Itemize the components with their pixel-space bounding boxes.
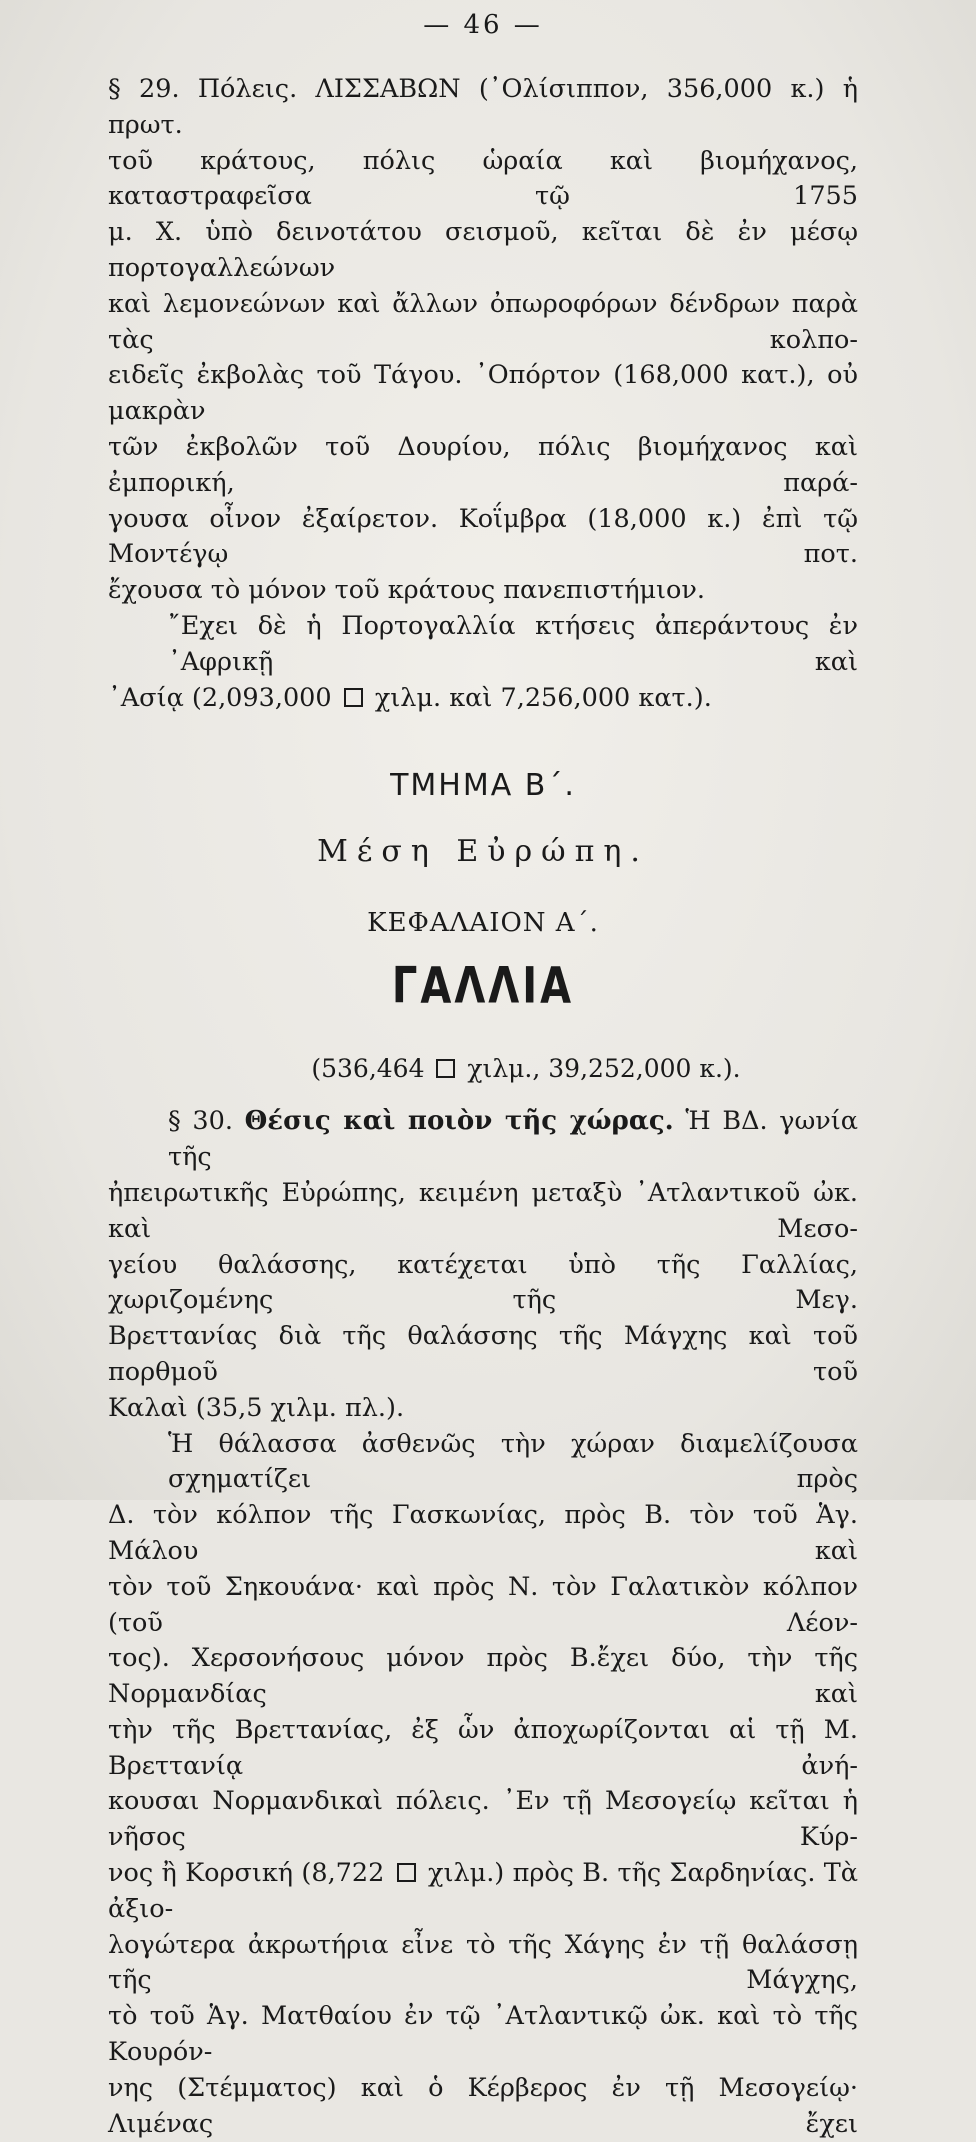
text-line: Ἡ θάλασσα ἀσθενῶς τὴν χώραν διαμελίζουσα σχηματίζει πρὸς: [168, 1428, 858, 1495]
text-line: § 29. Πόλεις. ΛΙΣΣΑΒΩΝ (᾿Ολίσιππον, 356,000 κ.) ἡ πρωτ.: [108, 74, 858, 140]
text-line: τος). Χερσονήσους μόνον πρὸς Β.ἔχει δύο, τὴν τῆς Νορμανδίας καὶ: [108, 1643, 858, 1710]
text-line: [108, 1104, 858, 1176]
text-line: τὸ τοῦ Ἁγ. Ματθαίου ἐν τῷ ᾿Ατλαντικῷ ὠκ. καὶ τὸ τῆς Κουρόν-: [108, 2001, 858, 2068]
square-symbol-icon: [397, 1863, 416, 1882]
section-title: Θέσις καὶ ποιὸν τῆς χώρας.: [244, 1106, 674, 1137]
square-symbol-icon: [436, 1059, 455, 1078]
text-line: κουσαι Νορμανδικαὶ πόλεις. ᾿Εν τῇ Μεσογείῳ κεῖται ἡ νῆσος Κύρ-: [108, 1786, 858, 1853]
text-fragment: Ἡ ΒΔ. γωνία τῆς: [168, 1106, 859, 1173]
text-fragment: ᾿Ασίᾳ (2,093,000: [108, 682, 332, 713]
part-heading: ΤΜΗΜΑ Β΄.: [390, 768, 576, 804]
section-29: [108, 72, 858, 716]
section-30-paragraph-2: [108, 1427, 858, 2142]
text-fragment: χιλμ. καὶ 7,256,000 κατ.).: [374, 682, 712, 713]
text-line: ἠπειρωτικῆς Εὐρώπης, κειμένη μεταξὺ ᾿Ατλαντικοῦ ὠκ. καὶ Μεσο-: [108, 1177, 858, 1244]
text-line: ἔχουσα τὸ μόνον τοῦ κράτους πανεπιστήμιον.: [108, 575, 706, 606]
country-title: ΓΑΛΛΙΑ: [391, 957, 575, 1016]
text-line: Καλαὶ (35,5 χιλμ. πλ.).: [108, 1392, 405, 1423]
chapter-heading: ΚΕΦΑΛΑΙΟΝ Α΄.: [367, 908, 599, 939]
page-number: — 46 —: [423, 10, 543, 40]
text-line: τῶν ἐκβολῶν τοῦ Δουρίου, πόλις βιομήχανος καὶ ἐμπορική, παρά-: [108, 431, 858, 498]
text-line: ειδεῖς ἐκβολὰς τοῦ Τάγου. ᾿Οπόρτον (168,000 κατ.), οὐ μακρὰν: [108, 360, 858, 427]
text-line: μ. Χ. ὑπὸ δεινοτάτου σεισμοῦ, κεῖται δὲ ἐν μέσῳ πορτογαλλεώνων: [108, 217, 858, 283]
text-line: Δ. τὸν κόλπον τῆς Γασκωνίας, πρὸς Β. τὸν τοῦ Ἁγ. Μάλου καὶ: [108, 1500, 858, 1566]
text-line: Βρεττανίας διὰ τῆς θαλάσσης τῆς Μάγχης καὶ τοῦ πορθμοῦ τοῦ: [108, 1321, 858, 1387]
text-line: [108, 681, 858, 717]
region-heading: Μέση Εὐρώπη.: [317, 834, 649, 870]
text-line: τὴν τῆς Βρεττανίας, ἐξ ὧν ἀποχωρίζονται αἱ τῇ Μ. Βρεττανίᾳ ἀνή-: [108, 1714, 858, 1781]
text-line: γείου θαλάσσης, κατέχεται ὑπὸ τῆς Γαλλίας, χωριζομένης τῆς Μεγ.: [108, 1249, 858, 1316]
section-30: [108, 1104, 858, 1426]
text-fragment: χιλμ., 39,252,000 κ.).: [467, 1054, 741, 1084]
text-fragment: (536,464: [311, 1054, 425, 1084]
text-line: τὸν τοῦ Σηκουάνα· καὶ πρὸς Ν. τὸν Γαλατικὸν κόλπον (τοῦ Λέον-: [108, 1571, 858, 1638]
text-line: νης (Στέμματος) καὶ ὁ Κέρβερος ἐν τῇ Μεσογείῳ· Λιμένας ἔχει: [108, 2072, 858, 2139]
square-symbol-icon: [344, 688, 363, 707]
text-line: ῎Εχει δὲ ἡ Πορτογαλλία κτήσεις ἀπεράντους ἐν ᾿Αφρικῇ καὶ: [168, 610, 858, 677]
text-line: λογώτερα ἀκρωτήρια εἶνε τὸ τῆς Χάγης ἐν τῇ θαλάσσῃ τῆς Μάγχης,: [108, 1929, 858, 1996]
text-line: γουσα οἶνον ἐξαίρετον. Κοΐμβρα (18,000 κ.) ἐπὶ τῷ Μοντέγῳ ποτ.: [108, 503, 858, 570]
country-stats: [108, 1051, 858, 1087]
section-label: § 30.: [168, 1106, 233, 1137]
text-fragment: χιλμ.) πρὸς Β. τῆς Σαρδηνίας. Τὰ ἀξιο-: [108, 1858, 858, 1924]
text-line: [108, 1856, 858, 1928]
text-fragment: νος ἢ Κορσική (8,722: [108, 1858, 385, 1889]
text-line: τοῦ κράτους, πόλις ὡραία καὶ βιομήχανος, καταστραφεῖσα τῷ 1755: [108, 145, 858, 212]
text-line: καὶ λεμονεώνων καὶ ἄλλων ὀπωροφόρων δένδρων παρὰ τὰς κολπο-: [108, 288, 858, 355]
